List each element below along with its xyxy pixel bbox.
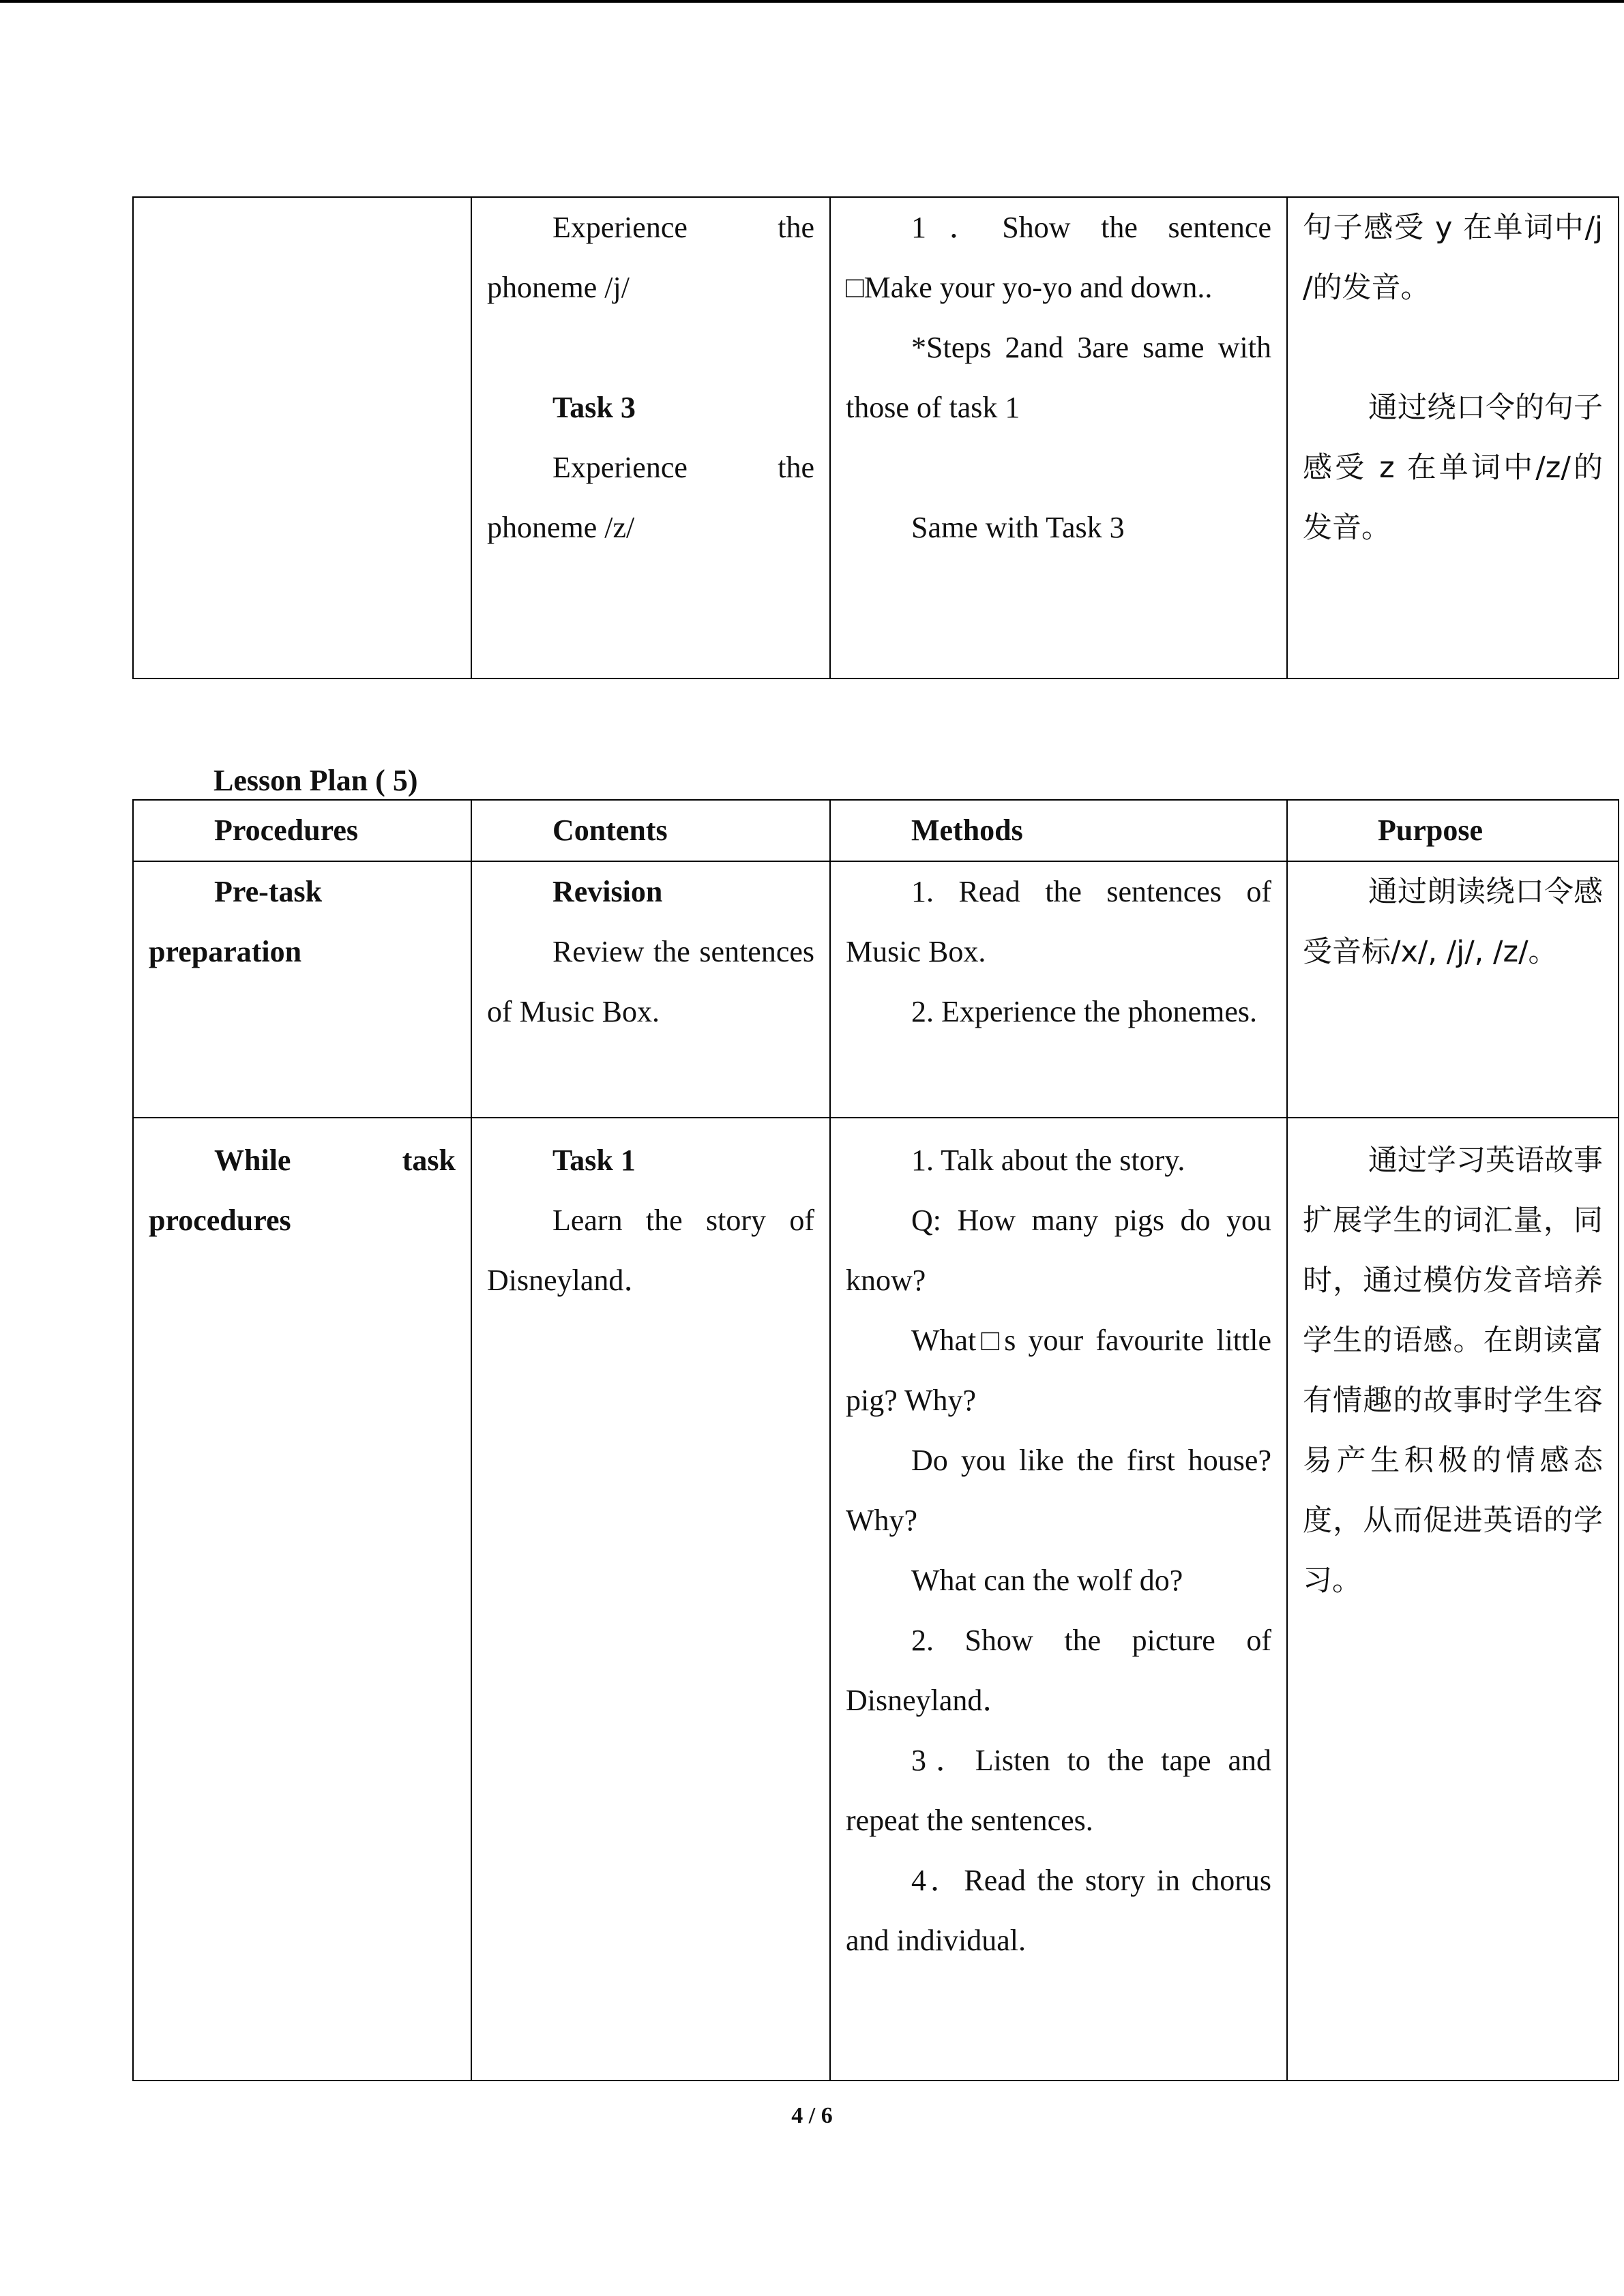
table-row (133, 197, 1619, 679)
task3-text: Experience the phoneme /z/ (487, 451, 814, 544)
purpose-text-1: 句子感受 y 在单词中/j /的发音。 (1303, 211, 1603, 305)
procedure-while-task: While task procedures (133, 1118, 471, 2081)
method-talk-story: 1. Talk about the story. (911, 1144, 1185, 1177)
header-purpose: Purpose (1287, 800, 1619, 861)
task1-text: Learn the story of Disneyland． (487, 1204, 814, 1297)
method-question-pigs: Q: How many pigs do you know? (846, 1204, 1271, 1297)
method-question-wolf: What can the wolf do? (911, 1564, 1183, 1597)
contents-cell (471, 197, 830, 679)
header-methods: Methods (830, 800, 1287, 861)
method-same-task: Same with Task 3 (911, 511, 1125, 544)
table-row-while-task (133, 1118, 1619, 2081)
procedure-pre-task: Pre-task preparation (133, 861, 471, 1118)
purpose-pre-task: 通过朗读绕口令感受音标/x/, /j/, /z/。 (1287, 861, 1619, 1118)
revision-title: Revision (552, 875, 663, 908)
purpose-cell (1287, 197, 1619, 679)
purpose-text-2: 通过绕口令的句子感受 z 在单词中/z/的发音。 (1303, 391, 1603, 545)
procedures-cell (133, 197, 471, 679)
header-procedures: Procedures (133, 800, 471, 861)
method-listen-tape: 3．Listen to the tape and repeat the sentences. (846, 1744, 1271, 1837)
task2-text: Experience the phoneme /j/ (487, 211, 814, 304)
table-row-pre-task (133, 861, 1619, 1118)
method-read-story: 4．Read the story in chorus and individual. (846, 1864, 1271, 1957)
method-question-favourite: What□s your favourite little pig? Why? (846, 1324, 1271, 1417)
methods-cell (830, 197, 1287, 679)
contents-revision (471, 861, 830, 1118)
lesson-plan-table (132, 799, 1619, 2081)
lesson-table-continued (132, 196, 1619, 679)
lesson-plan-title: Lesson Plan ( 5) (213, 764, 418, 797)
method-read-sentences: 1. Read the sentences of Music Box. (846, 875, 1271, 968)
revision-text: Review the sentences of Music Box. (487, 935, 814, 1028)
page-number: 4 / 6 (791, 2103, 833, 2128)
contents-task1 (471, 1118, 830, 2081)
methods-while-task (830, 1118, 1287, 2081)
method-question-house: Do you like the first house? Why? (846, 1444, 1271, 1537)
method-experience-phonemes: 2. Experience the phonemes. (911, 995, 1258, 1028)
method-steps-note: *Steps 2and 3are same with those of task 1 (846, 331, 1271, 424)
purpose-while-task: 通过学习英语故事扩展学生的词汇量，同时，通过模仿发音培养学生的语感。在朗读富有情趣的故事时学生容易产生积极的情感态度，从而促进英语的学习。 (1287, 1118, 1619, 2081)
header-contents: Contents (471, 800, 830, 861)
page-top-border (0, 0, 1624, 3)
task3-title: Task 3 (552, 391, 636, 424)
table-header-row (133, 800, 1619, 861)
method-show-picture: 2. Show the picture of Disneyland． (846, 1624, 1271, 1717)
methods-pre-task (830, 861, 1287, 1118)
method-show-sentence: 1．Show the sentence □Make your yo-yo and down.. (846, 211, 1271, 304)
task1-title: Task 1 (552, 1144, 636, 1177)
